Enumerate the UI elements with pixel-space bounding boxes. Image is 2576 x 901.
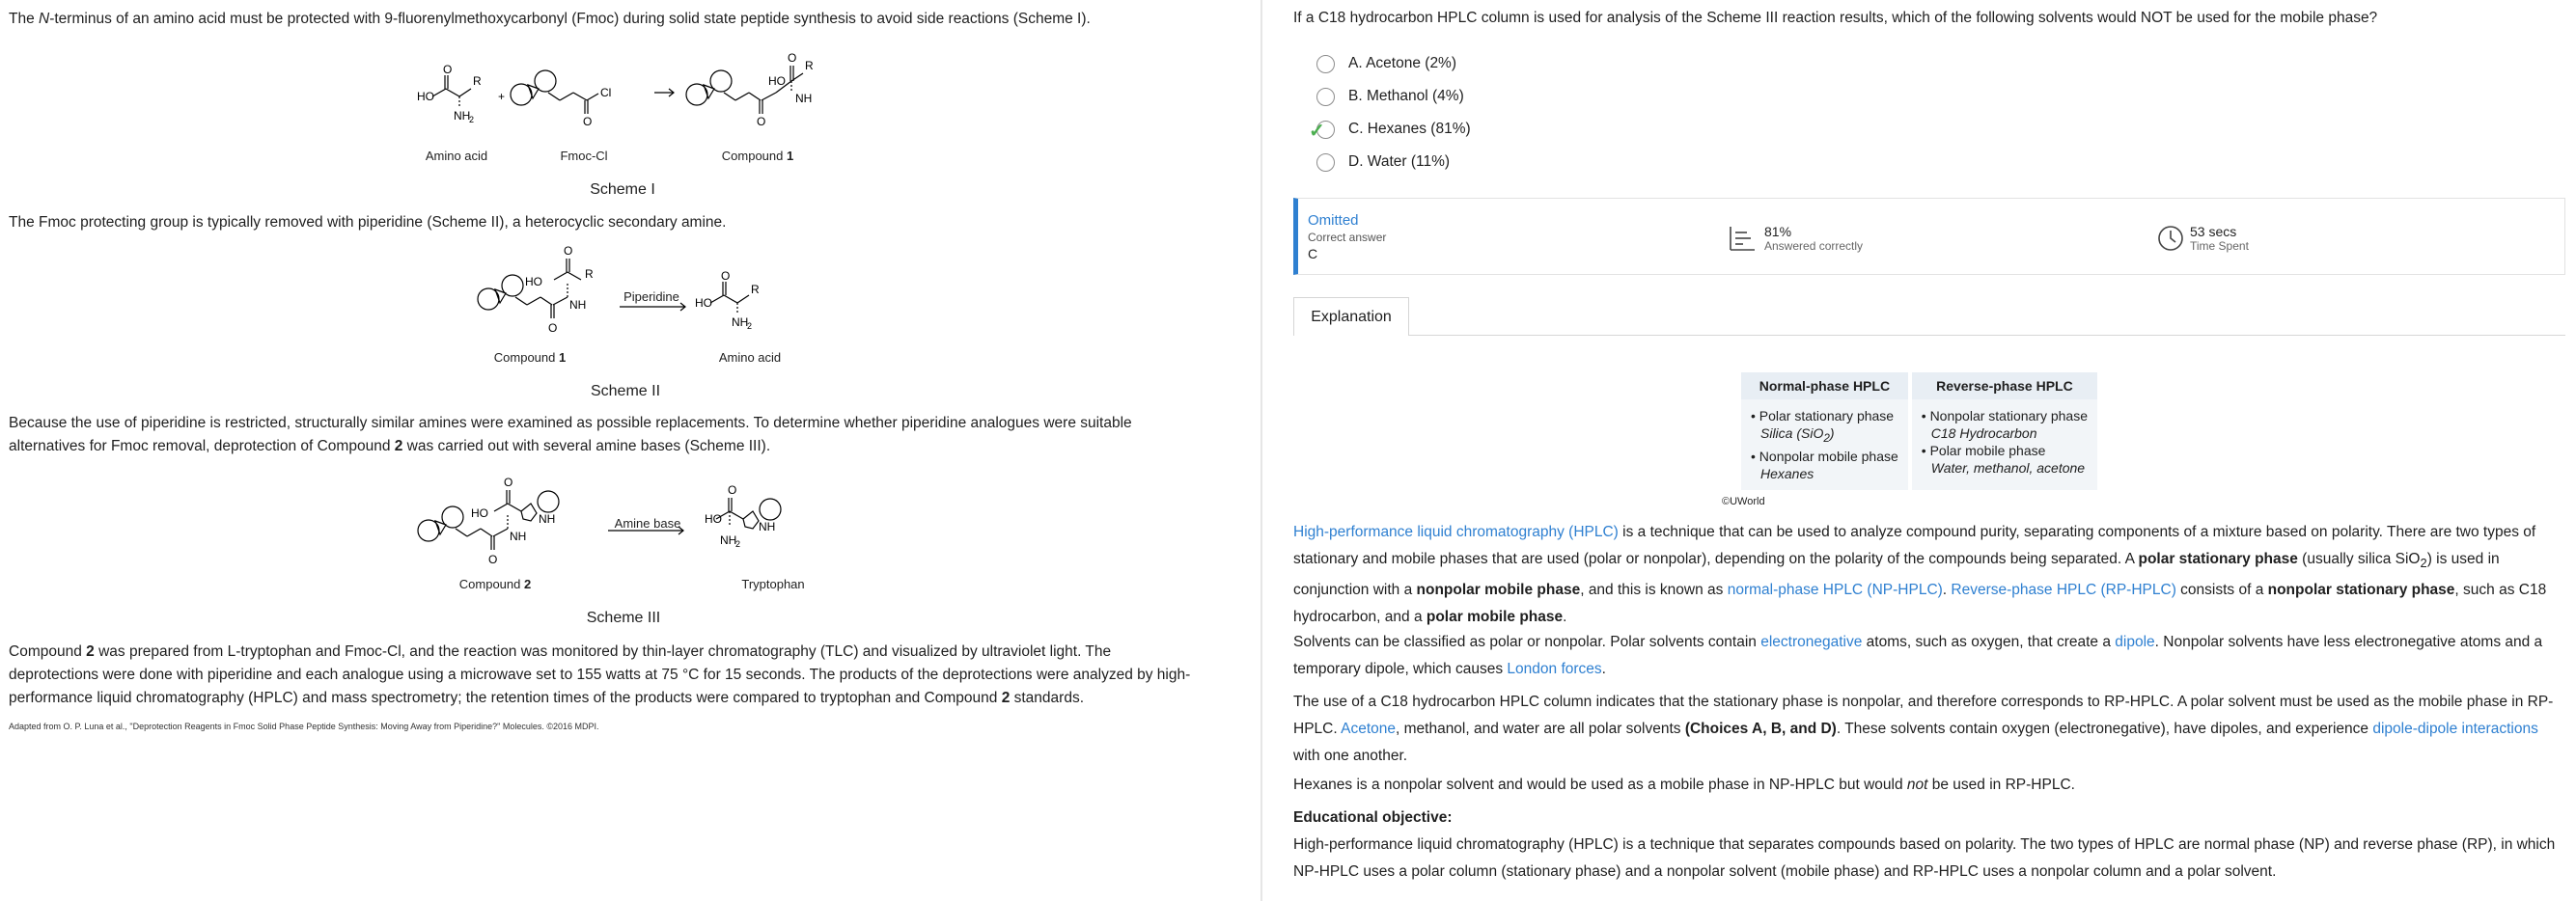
hplc-comparison-table	[1737, 372, 2101, 490]
svg-text:O: O	[564, 244, 573, 258]
question-stem: If a C18 hydrocarbon HPLC column is used for analysis of the Scheme III reaction results, which of the following solvents would NOT be used for the mobile phase?	[1293, 10, 2378, 26]
scheme-3-label: Scheme III	[586, 610, 661, 626]
time-spent-value: 53 secs	[2190, 224, 2237, 239]
svg-text:O: O	[504, 476, 513, 489]
svg-text:HO: HO	[695, 296, 712, 310]
answer-choice-c-label: C. Hexanes (81%)	[1348, 121, 1471, 137]
radio-button-icon[interactable]	[1316, 55, 1335, 73]
link-rp-hplc[interactable]: Reverse-phase HPLC (RP-HPLC)	[1951, 582, 2176, 599]
scheme-2-amino-acid-label: Amino acid	[718, 350, 782, 365]
scheme-1-label: Scheme I	[590, 181, 655, 198]
svg-text:R: R	[585, 267, 594, 281]
passage-paragraph-2: The Fmoc protecting group is typically removed with piperidine (Scheme II), a heterocyclic secondary amine.	[9, 214, 727, 231]
svg-text:HO: HO	[525, 275, 542, 288]
svg-text:NH: NH	[510, 530, 527, 543]
svg-text:2: 2	[747, 321, 753, 331]
question-pane	[1293, 0, 2565, 901]
table-header-reverse-phase: Reverse-phase HPLC	[1912, 372, 2097, 399]
svg-text:HO: HO	[417, 90, 434, 103]
svg-text:O: O	[728, 483, 737, 497]
scheme-1-figure	[405, 39, 849, 135]
time-spent-block	[2157, 224, 2249, 253]
table-cell-normal-phase: • Polar stationary phase Silica (SiO$_2$) • Nonpolar mobile phase Hexanes	[1741, 399, 1908, 490]
checkmark-icon: ✓	[1309, 121, 1325, 142]
svg-text:O: O	[443, 63, 453, 76]
percent-correct-value: 81%	[1764, 224, 1792, 239]
scheme-2-arrow-label: Piperidine	[623, 289, 679, 304]
svg-text:NH: NH	[454, 109, 471, 123]
svg-text:O: O	[548, 321, 558, 335]
radio-button-icon[interactable]	[1316, 153, 1335, 172]
tab-underline	[1409, 335, 2565, 336]
link-acetone[interactable]: Acetone	[1341, 721, 1396, 737]
svg-text:HO: HO	[471, 506, 488, 520]
status-badge: Omitted	[1308, 212, 1359, 229]
svg-text:Cl: Cl	[600, 86, 612, 99]
link-dipole[interactable]: dipole	[2115, 634, 2155, 650]
scheme-2-label: Scheme II	[590, 383, 661, 399]
educational-objective-text: High-performance liquid chromatography (HPLC) is a technique that separates compounds based on polarity. The two types of HPLC are normal phase (NP) and reverse phase (RP), in which NP-HPLC uses a polar column (stationary phase) and a nonpolar solvent (mobile phase) and RP-HPLC uses a nonpolar column and a polar solvent.	[1293, 836, 2556, 880]
scheme-1-fmoc-cl-label: Fmoc-Cl	[560, 149, 608, 163]
svg-text:O: O	[488, 553, 498, 566]
passage-paragraph-4: Compound 2 was prepared from L-tryptophan and Fmoc-Cl, and the reaction was monitored by thin-layer chromatography (TLC) and visualized by ultraviolet light. The deprotections were done with piperidine and each analogue using a microwave set to 155 watts at 75 °C for 15 seconds. The products of the deprotections were analyzed by high- performance liquid chromatography (HPLC) and mass spectrometry; the retention times of the products were compared to tryptophan and Compound 2 standards.	[9, 643, 1191, 706]
svg-text:R: R	[751, 283, 760, 296]
table-cell-reverse-phase: • Nonpolar stationary phase C18 Hydrocarbon • Polar mobile phase Water, methanol, acetone	[1912, 399, 2097, 490]
svg-text:O: O	[788, 51, 797, 65]
svg-text:NH: NH	[732, 315, 749, 329]
link-np-hplc[interactable]: normal-phase HPLC (NP-HPLC)	[1727, 582, 1943, 599]
svg-text:R: R	[473, 74, 482, 88]
answer-choice-a[interactable]	[1316, 52, 1456, 75]
answer-choice-d-label: D. Water (11%)	[1348, 153, 1451, 170]
clock-icon	[2157, 225, 2184, 252]
bar-stats-icon	[1728, 225, 1757, 252]
svg-text:2: 2	[469, 115, 475, 124]
tab-explanation[interactable]: Explanation	[1293, 297, 1409, 336]
answer-choice-c[interactable]	[1309, 118, 1471, 142]
passage-reference: Adapted from O. P. Luna et al., "Deprotection Reagents in Fmoc Solid Phase Peptide Synthesis: Moving Away from Piperidine?" Molecules. ©2016 MDPI.	[9, 722, 599, 731]
svg-text:HO: HO	[705, 512, 722, 526]
svg-text:HO: HO	[768, 74, 786, 88]
explanation-paragraph-2: Solvents can be classified as polar or nonpolar. Polar solvents contain electronegative atoms, such as oxygen, that create a dipole. Nonpolar solvents have less electronegative atoms and a temporary dipole, which causes London forces.	[1293, 634, 2543, 677]
passage-paragraph-1: The N-terminus of an amino acid must be protected with 9-fluorenylmethoxycarbonyl (Fmoc) during solid state peptide synthesis to avoid side reactions (Scheme I).	[9, 11, 1091, 27]
explanation-paragraph-1: High-performance liquid chromatography (HPLC) is a technique that can be used to analyze compound purity, separating components of a mixture based on polarity. There are two types of stationary and mobile phases that are used (polar or nonpolar), depending on the polarity of the compounds being separated. A polar stationary phase (usually silica SiO$_2$) is used in conjunction with a nonpolar mobile phase, and this is known as normal-phase HPLC (NP-HPLC). Reverse-phase HPLC (RP-HPLC) consists of a nonpolar stationary phase, such as C18 hydrocarbon, and a polar mobile phase.	[1293, 524, 2547, 626]
answer-choice-d[interactable]	[1316, 150, 1450, 174]
educational-objective-title: Educational objective:	[1293, 809, 1453, 826]
percent-correct-block	[1728, 224, 1863, 253]
explanation-paragraph-3: The use of a C18 hydrocarbon HPLC column indicates that the stationary phase is nonpolar, and therefore corresponds to RP-HPLC. A polar solvent must be used as the mobile phase in RP-HPLC. Acetone, methanol, and water are all polar solvents (Choices A, B, and D). These solvents contain oxygen (electronegative), have dipoles, and experience dipole-dipole interactions with one another.	[1293, 694, 2554, 764]
svg-text:NH: NH	[569, 298, 587, 312]
answer-choice-b-label: B. Methanol (4%)	[1348, 88, 1464, 104]
svg-text:O: O	[757, 115, 766, 128]
svg-text:NH: NH	[795, 92, 813, 105]
status-block	[1308, 212, 1386, 261]
svg-text:O: O	[583, 115, 593, 128]
answer-choice-a-label: A. Acetone (2%)	[1348, 55, 1457, 71]
scheme-3-tryptophan-label: Tryptophan	[741, 577, 805, 591]
correct-answer-value: C	[1308, 246, 1318, 261]
svg-text:NH: NH	[759, 520, 776, 533]
link-london-forces[interactable]: London forces	[1507, 661, 1602, 677]
svg-text:2: 2	[735, 539, 741, 549]
scheme-1-compound-1-label: Compound 1	[721, 149, 794, 163]
svg-text:+: +	[498, 90, 506, 103]
table-header-normal-phase: Normal-phase HPLC	[1741, 372, 1908, 399]
table-copyright: ©UWorld	[1722, 496, 1765, 507]
svg-text:R: R	[805, 59, 814, 72]
passage-pane	[0, 0, 1260, 901]
link-dipole-dipole[interactable]: dipole-dipole interactions	[2372, 721, 2538, 737]
answer-stats-bar	[1293, 198, 2565, 275]
passage-paragraph-3: Because the use of piperidine is restricted, structurally similar amines were examined as possible replacements. To determine whether piperidine analogues were suitable alternatives for Fmoc removal, deprotection of Compound 2 was carried out with several amine bases (Scheme III).	[9, 415, 1132, 454]
correct-answer-label: Correct answer	[1308, 231, 1387, 244]
percent-correct-label: Answered correctly	[1764, 239, 1864, 253]
svg-text:O: O	[721, 269, 731, 283]
explanation-paragraph-4: Hexanes is a nonpolar solvent and would be used as a mobile phase in NP-HPLC but would not be used in RP-HPLC.	[1293, 777, 2075, 793]
scheme-1-amino-acid-label: Amino acid	[425, 149, 488, 163]
scheme-3-compound-2-label: Compound 2	[458, 577, 532, 591]
svg-text:NH: NH	[539, 512, 556, 526]
svg-text:NH: NH	[720, 533, 737, 547]
radio-button-icon[interactable]	[1316, 88, 1335, 106]
link-hplc[interactable]: High-performance liquid chromatography (HPLC)	[1293, 524, 1619, 540]
pane-divider[interactable]	[1260, 0, 1262, 901]
time-spent-label: Time Spent	[2190, 239, 2249, 253]
scheme-2-compound-1-label: Compound 1	[493, 350, 567, 365]
scheme-3-arrow-label: Amine base	[614, 516, 681, 531]
answer-choice-b[interactable]	[1316, 85, 1464, 108]
link-electronegative[interactable]: electronegative	[1760, 634, 1863, 650]
